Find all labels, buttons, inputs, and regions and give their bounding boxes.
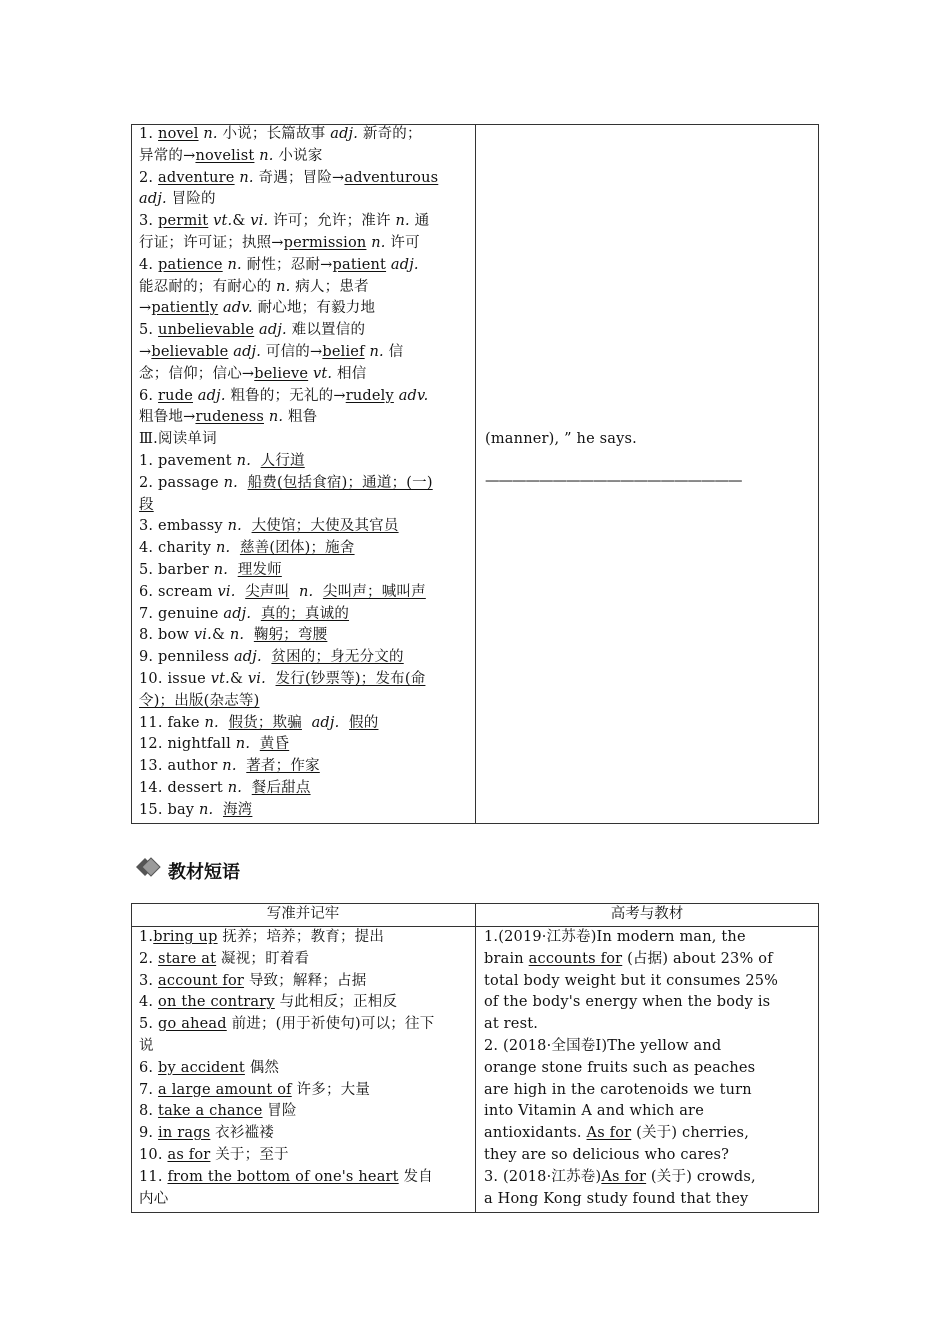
text-line <box>139 991 397 1013</box>
line-text: 6. <box>139 387 159 404</box>
line-text: 10. issue <box>139 671 211 687</box>
line-text: 1.(2019·江苏卷)In modern man, the <box>484 929 746 945</box>
line-text <box>236 584 246 600</box>
line-text: n. <box>227 518 242 535</box>
answer-text: permit <box>158 213 209 230</box>
text-line <box>484 1100 704 1122</box>
line-text: n. <box>227 256 242 273</box>
line-text: adv. <box>222 300 253 317</box>
text-line <box>139 1035 154 1057</box>
line-text: 病人；患者 <box>290 278 369 295</box>
line-text: 2. <box>139 169 159 186</box>
text-line <box>484 1122 749 1144</box>
answer-text: take a chance <box>158 1103 263 1120</box>
line-text <box>289 584 299 600</box>
text-line <box>484 1057 755 1079</box>
line-text <box>230 540 240 556</box>
line-text <box>228 562 238 578</box>
line-text: 8. bow <box>139 627 194 644</box>
answer-text: patient <box>332 256 387 273</box>
answer-text: a large amount of <box>158 1081 292 1098</box>
line-text: n. <box>227 780 243 796</box>
line-text: n. <box>276 278 291 295</box>
line-text: n. <box>222 758 237 775</box>
line-text: n. <box>229 627 245 644</box>
text-line <box>484 1166 756 1188</box>
text-line <box>139 515 399 537</box>
text-line <box>484 1144 729 1166</box>
answer-text: belief <box>322 344 365 360</box>
text-line <box>139 1100 297 1122</box>
line-text: 凝视；盯着看 <box>216 950 310 967</box>
line-text: 难以置信的 <box>286 322 366 339</box>
text-line <box>139 948 309 970</box>
line-text <box>302 715 312 731</box>
text-line <box>484 948 773 970</box>
line-text: 14. dessert <box>139 780 228 796</box>
line-text: 相信 <box>332 365 367 382</box>
line-text: vi. <box>247 671 266 687</box>
line-text: 冒险的 <box>166 191 216 208</box>
answer-text: on the contrary <box>158 994 275 1011</box>
line-text: 12. nightfall <box>139 736 236 753</box>
text-line <box>139 319 365 341</box>
line-text: of the body's energy when the body is <box>484 994 771 1011</box>
line-text: 行证；许可证；执照→ <box>139 235 284 251</box>
section-heading: 教材短语 <box>168 862 240 883</box>
header-right: 高考与教材 <box>610 906 684 922</box>
text-line <box>139 537 355 559</box>
line-text: 与此相反；正相反 <box>274 994 398 1011</box>
text-line <box>139 1166 433 1188</box>
line-text <box>242 518 252 534</box>
text-line <box>484 1013 538 1035</box>
answer-text: rudeness <box>195 409 264 426</box>
answer-text: believe <box>254 365 309 382</box>
line-text: 2. <box>139 950 159 967</box>
answer-text: As for <box>601 1168 647 1185</box>
line-text: 1. <box>139 126 159 142</box>
text-line <box>484 1188 748 1210</box>
text-line <box>484 926 746 948</box>
line-text <box>266 671 276 687</box>
text-line <box>139 1122 274 1144</box>
line-text: orange stone fruits such as peaches <box>484 1059 756 1076</box>
answer-text: 大使馆；大使及其官员 <box>251 518 399 535</box>
answer-text: 鞠躬；弯腰 <box>253 627 328 644</box>
answer-text: in rags <box>158 1125 211 1142</box>
line-text: 6. scream <box>139 583 218 600</box>
text-line <box>139 494 154 516</box>
line-text: adj. <box>233 649 262 666</box>
line-text: vi. <box>193 627 212 644</box>
answer-text: 慈善(团体)；施舍 <box>239 540 355 557</box>
line-text: they are so delicious who cares? <box>484 1147 730 1163</box>
answer-text: go ahead <box>158 1016 227 1033</box>
section-diamond-icon <box>133 852 165 882</box>
text-line <box>139 581 426 603</box>
answer-text: accounts for <box>528 950 623 967</box>
answer-text: rude <box>158 387 193 404</box>
answer-text: adventure <box>158 169 235 186</box>
text-line <box>139 210 429 232</box>
line-text: adv. <box>398 387 429 404</box>
text-line <box>139 276 369 298</box>
line-text: n. <box>203 126 218 142</box>
line-text: 念；信仰；信心→ <box>139 365 255 382</box>
line-text: 11. <box>139 1168 168 1185</box>
answer-text: 尖叫声；喊叫声 <box>322 583 426 600</box>
line-text: n. <box>268 409 284 426</box>
text-line <box>139 755 320 777</box>
answer-text: 餐后甜点 <box>251 780 311 796</box>
line-text: 4. <box>139 256 159 273</box>
line-text: n. <box>204 714 219 731</box>
line-text <box>238 475 248 491</box>
line-text: vt. <box>213 213 233 230</box>
line-text: adj. <box>330 126 359 142</box>
text-line <box>139 559 282 581</box>
text-line <box>139 777 311 799</box>
answer-text: stare at <box>158 950 217 967</box>
line-text: 粗鲁 <box>283 409 318 426</box>
line-text: 内心 <box>139 1190 169 1207</box>
line-text: 3. <box>139 213 159 230</box>
text-line <box>139 646 404 668</box>
line-text <box>251 606 261 622</box>
line-text: antioxidants. <box>484 1125 587 1142</box>
line-text: vt. <box>312 365 333 382</box>
line-text: & <box>211 627 230 644</box>
text-line <box>139 733 289 755</box>
line-text: 8. <box>139 1103 159 1120</box>
line-text <box>213 802 223 818</box>
line-text: vi. <box>217 583 236 600</box>
line-text: 通 <box>409 213 430 230</box>
line-text: → <box>139 300 152 317</box>
line-text: 5. <box>139 322 159 339</box>
answer-text: 令)；出版(杂志等) <box>139 692 260 709</box>
line-text: 许可 <box>385 235 420 251</box>
answer-text: 真的；真诚的 <box>260 605 350 622</box>
line-text: 2. (2018·全国卷Ⅰ)The yellow and <box>484 1038 722 1054</box>
text-line <box>139 254 419 276</box>
line-text: at rest. <box>484 1016 539 1033</box>
line-text: 15. bay <box>139 801 199 818</box>
line-text <box>313 584 323 600</box>
line-text: n. <box>223 474 238 491</box>
answer-text: 贫困的；身无分文的 <box>271 649 404 666</box>
text-line <box>139 428 217 450</box>
line-text <box>339 715 349 731</box>
line-text: 耐性；忍耐→ <box>241 256 333 273</box>
text-line <box>139 167 438 189</box>
text-line <box>139 1057 279 1079</box>
line-text: 3. <box>139 972 159 989</box>
text-line <box>139 1013 434 1035</box>
answer-text: 船费(包括食宿)；通道；(一) <box>247 474 433 491</box>
line-text: 9. penniless <box>139 649 234 666</box>
answer-text: permission <box>283 235 367 251</box>
line-text: 小说；长篇故事 <box>217 126 331 142</box>
text-line <box>484 991 770 1013</box>
line-text: vi. <box>250 213 269 230</box>
line-text: 2. passage <box>139 474 224 491</box>
line-text: n. <box>239 169 254 186</box>
text-line <box>139 926 384 948</box>
line-text: brain <box>484 950 529 967</box>
answer-text: 人行道 <box>260 453 305 469</box>
header-left: 写准并记牢 <box>266 906 340 922</box>
line-text: a Hong Kong study found that they <box>484 1190 749 1207</box>
line-text: 6. <box>139 1059 159 1076</box>
answer-text: by accident <box>158 1059 245 1076</box>
line-text: adj. <box>259 322 287 339</box>
line-text: adj. <box>139 191 167 208</box>
text-line <box>139 385 429 407</box>
text-line <box>139 712 378 734</box>
answer-blank: ——————————————————— <box>485 473 742 489</box>
line-text: 说 <box>139 1038 154 1054</box>
line-text: total body weight but it consumes 25% <box>484 972 779 989</box>
line-text: 1. pavement <box>139 453 237 469</box>
text-line <box>139 232 420 254</box>
line-text: 衣衫褴褛 <box>210 1125 274 1142</box>
line-text <box>251 453 261 469</box>
line-text: 11. fake <box>139 714 205 731</box>
answer-text: patience <box>158 256 223 273</box>
line-text: 耐心地；有毅力地 <box>252 300 376 317</box>
answer-text: adventurous <box>344 169 439 186</box>
line-text <box>244 627 254 643</box>
text-line <box>139 1079 370 1101</box>
line-text: n. <box>235 736 251 753</box>
answer-text: novel <box>158 126 199 142</box>
answer-text: 发行(钞票等)；发布(命 <box>275 671 426 687</box>
line-text: Ⅲ.阅读单词 <box>139 431 217 448</box>
line-text: 奇遇；冒险→ <box>253 169 345 186</box>
text-line <box>139 799 252 821</box>
text-line <box>139 450 305 472</box>
answer-text: unbelievable <box>158 322 255 339</box>
text-line <box>139 363 366 385</box>
text-line <box>139 406 317 428</box>
text-line <box>139 341 403 363</box>
answer-text: 黄昏 <box>259 736 290 753</box>
text-line <box>139 1144 289 1166</box>
text-line <box>139 668 425 690</box>
line-text: adj. <box>197 387 226 404</box>
line-text: n. <box>371 235 386 251</box>
answer-text: 海湾 <box>222 801 253 818</box>
text-line <box>139 624 327 646</box>
line-text: 9. <box>139 1125 159 1142</box>
line-text: & <box>232 213 251 230</box>
answer-text: As for <box>586 1125 632 1142</box>
line-text: n. <box>298 583 314 600</box>
line-text: (占据) about 23% of <box>622 950 773 967</box>
text-line <box>139 603 349 625</box>
line-text: 新奇的； <box>358 126 422 142</box>
line-text <box>262 649 272 665</box>
line-text: into Vitamin A and which are <box>484 1103 704 1120</box>
text-line <box>139 188 216 210</box>
answer-text: patiently <box>151 300 219 317</box>
text-line <box>139 123 422 145</box>
line-text: (关于) cherries, <box>631 1125 750 1142</box>
answer-text: as for <box>167 1147 211 1163</box>
line-text: → <box>139 344 152 360</box>
line-text: 可信的→ <box>261 344 323 360</box>
answer-text: 著者；作家 <box>246 758 320 775</box>
line-text: 13. author <box>139 758 223 775</box>
text-line <box>139 297 375 319</box>
answer-text: 段 <box>139 496 154 513</box>
line-text: & <box>229 671 248 687</box>
answer-text: 假货；欺骗 <box>228 714 302 731</box>
line-text: n. <box>369 344 384 360</box>
answer-text: 尖声叫 <box>245 583 290 600</box>
line-text <box>219 715 229 731</box>
answer-text: novelist <box>195 147 255 164</box>
line-text: n. <box>213 562 229 578</box>
line-text: adj. <box>223 605 252 622</box>
line-text: (关于) crowds, <box>646 1168 756 1185</box>
line-text: n. <box>259 147 274 164</box>
line-text: n. <box>215 540 231 557</box>
line-text: adj. <box>233 344 262 360</box>
line-text <box>237 758 247 774</box>
line-text: n. <box>236 453 252 469</box>
answer-text: bring up <box>153 929 218 945</box>
line-text: 粗鲁地→ <box>139 409 196 426</box>
answer-text: from the bottom of one's heart <box>167 1168 399 1185</box>
line-text: n. <box>199 801 214 818</box>
text-line <box>139 1188 168 1210</box>
line-text: 冒险 <box>262 1103 297 1120</box>
line-text: 关于；至于 <box>210 1147 289 1163</box>
line-text: 5. barber <box>139 562 214 578</box>
text-line <box>139 690 259 712</box>
right-column-text: (manner), ” he says. <box>485 431 637 447</box>
line-text: adj. <box>390 256 419 273</box>
line-text <box>250 736 260 752</box>
line-text: 7. <box>139 1081 159 1098</box>
line-text: vt. <box>210 671 230 687</box>
line-text: 信 <box>383 344 404 360</box>
line-text: 4. <box>139 994 159 1011</box>
line-text: 异常的→ <box>139 147 196 164</box>
line-text: 1. <box>139 929 154 945</box>
text-line <box>139 472 433 494</box>
line-text: 3. embassy <box>139 518 228 535</box>
line-text: 抚养；培养；教育；提出 <box>217 929 385 945</box>
line-text: 导致；解释；占据 <box>244 972 367 989</box>
line-text: 发自 <box>398 1168 433 1185</box>
line-text: adj. <box>311 714 340 731</box>
line-text: 7. genuine <box>139 605 224 622</box>
line-text: 小说家 <box>273 147 323 164</box>
line-text: 5. <box>139 1016 159 1033</box>
text-line <box>484 970 778 992</box>
answer-text: 假的 <box>349 714 379 731</box>
answer-text: 理发师 <box>237 562 282 578</box>
text-line <box>484 1079 752 1101</box>
line-text: 4. charity <box>139 540 216 557</box>
answer-text: believable <box>151 344 229 360</box>
line-text: 粗鲁的；无礼的→ <box>225 387 346 404</box>
line-text <box>242 780 252 796</box>
text-line <box>139 145 323 167</box>
line-text: are high in the carotenoids we turn <box>484 1081 752 1098</box>
text-line <box>484 1035 721 1057</box>
table-column-divider <box>475 903 476 1213</box>
line-text: 许多；大量 <box>291 1081 371 1098</box>
table-column-divider <box>475 124 476 824</box>
line-text: 3. (2018·江苏卷) <box>484 1168 602 1185</box>
line-text: n. <box>395 213 410 230</box>
line-text: 10. <box>139 1147 168 1163</box>
line-text: 前进；(用于祈使句)可以；往下 <box>226 1016 435 1033</box>
text-line <box>139 970 366 992</box>
line-text: 能忍耐的；有耐心的 <box>139 278 277 295</box>
line-text: 许可；允许；准许 <box>268 213 396 230</box>
answer-text: account for <box>158 972 245 989</box>
line-text: 偶然 <box>244 1059 280 1076</box>
answer-text: rudely <box>345 387 394 404</box>
